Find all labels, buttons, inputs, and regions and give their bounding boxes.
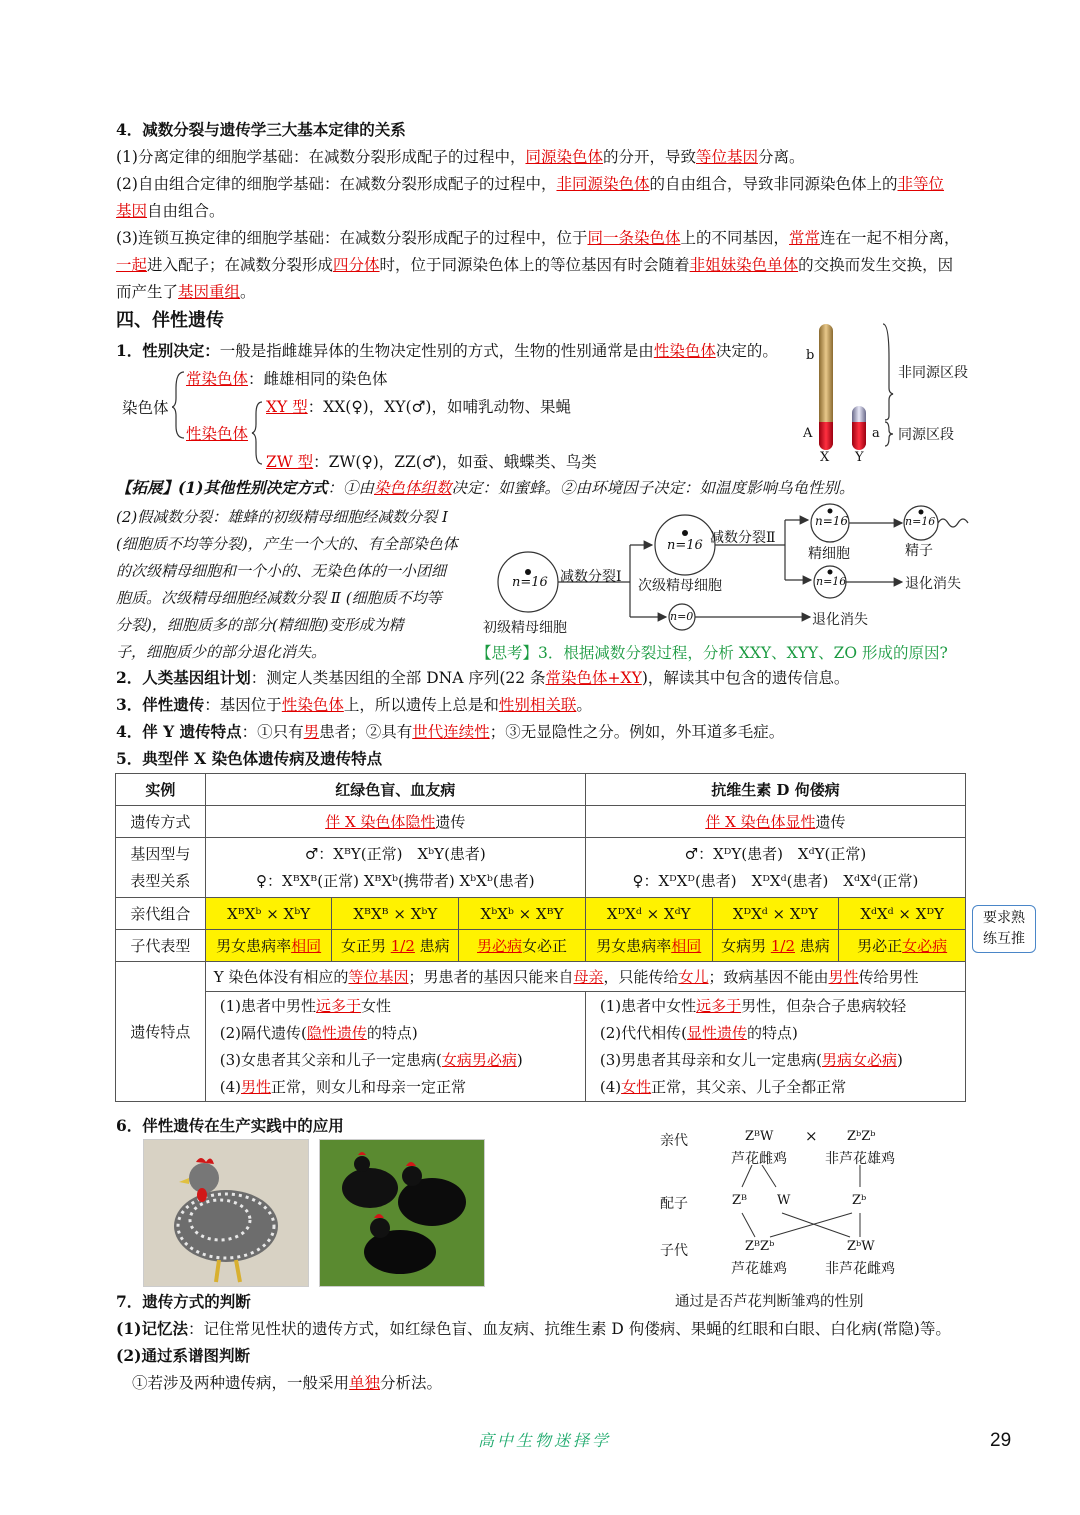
table-cell: 男必正女必病 bbox=[839, 930, 966, 962]
text-line: 一起进入配子；在减数分裂形成四分体时，位于同源染色体上的等位基因有时会随着非姐妹染色单体的交换而发生交换，因 bbox=[116, 256, 954, 274]
table-cell: 男女患病率相同 bbox=[585, 930, 712, 962]
degenerate-label-1: 退化消失 bbox=[905, 576, 961, 592]
sperm-n-label: n=16 bbox=[905, 515, 936, 528]
table-cell: XᵇXᵇ × XᴮY bbox=[459, 898, 586, 930]
barred-chicken-photo bbox=[143, 1139, 309, 1287]
xy-type-row: XY 型：XX(♀)，XY(♂)，如哺乳动物、果蝇 bbox=[266, 398, 571, 416]
primary-label: 初级精母细胞 bbox=[483, 620, 567, 636]
text-line: (1)记忆法：记住常见性状的遗传方式，如红绿色盲、血友病、抗维生素 D 佝偻病、果蝇的红眼和白眼、白化病(常隐)等。 bbox=[116, 1319, 951, 1338]
parent-female-genotype: ZᴮW bbox=[745, 1129, 774, 1144]
degenerate-label-2: 退化消失 bbox=[812, 612, 868, 628]
text-line: (1)分离定律的细胞学基础：在减数分裂形成配子的过程中，同源染色体的分开，导致等位基因分离。 bbox=[116, 148, 805, 166]
table-header: 抗维生素 D 佝偻病 bbox=[585, 774, 965, 806]
practice-note: 要求熟 练互推 bbox=[972, 905, 1036, 953]
table-cell: Y 染色体没有相应的等位基因；男患者的基因只能来自母亲，只能传给女儿；致病基因不能由男性传给男性 bbox=[205, 962, 965, 992]
black-chickens-image bbox=[320, 1140, 484, 1286]
text-line: ①若涉及两种遗传病，一般采用单独分析法。 bbox=[132, 1374, 443, 1392]
table-cell: XᴮXᵇ × XᵇY bbox=[205, 898, 332, 930]
barred-chicken-image bbox=[144, 1140, 308, 1286]
black-chickens-photo bbox=[319, 1139, 485, 1287]
table-header: 实例 bbox=[116, 774, 206, 806]
y-label: Y bbox=[855, 450, 864, 465]
think-prompt: 【思考】3．根据减数分裂过程，分析 XXY、XYY、ZO 形成的原因? bbox=[476, 644, 948, 662]
pseudo-meiosis-text: (2)假减数分裂：雄蜂的初级精母细胞经减数分裂 Ⅰ (细胞质不均等分裂)，产生一个大的、有全部染色体 的次级精母细胞和一个小的、无染色体的一小团细 胞质。次级精母细胞经减数分裂 Ⅱ (细胞质不均等 分裂)，细胞质多的部分(精细胞)变形成为精 子，细胞质少的部分退化消失。 bbox=[116, 508, 458, 661]
offspring-female-phenotype: 非芦花雌鸡 bbox=[825, 1261, 895, 1277]
text-line: 4．伴 Y 遗传特点：①只有男患者；②具有世代连续性；③无显隐性之分。例如，外耳道多毛症。 bbox=[116, 722, 785, 741]
table-cell: XᴰXᵈ × XᴰY bbox=[712, 898, 839, 930]
b-gene-label: b bbox=[806, 348, 815, 363]
table-cell: (1)患者中男性远多于女性 (2)隔代遗传(隐性遗传的特点) (3)女患者其父亲和儿子一定患病(女病男必病) (4)男性正常，则女儿和母亲一定正常 bbox=[205, 992, 585, 1102]
parents-label: 亲代 bbox=[660, 1133, 688, 1149]
table-cell: 女病男 1/2 患病 bbox=[712, 930, 839, 962]
secondary-n-label: n=16 bbox=[667, 538, 703, 553]
table-cell: (1)患者中女性远多于男性，但杂合子患病较轻 (2)代代相传(显性遗传的特点) (3)男患者其母亲和女儿一定患病(男病女必病) (4)女性正常，其父亲、儿子全都正常 bbox=[585, 992, 965, 1102]
spermatid-n-label: n=16 bbox=[815, 514, 849, 528]
section-4-title: 4．减数分裂与遗传学三大基本定律的关系 bbox=[116, 120, 406, 139]
row-label: 亲代组合 bbox=[116, 898, 206, 930]
table-cell: XᴰXᵈ × XᵈY bbox=[585, 898, 712, 930]
non-homologous-label: 非同源区段 bbox=[898, 365, 968, 381]
xy-chromosome-diagram bbox=[795, 318, 985, 468]
table-cell: XᴮXᴮ × XᵇY bbox=[332, 898, 459, 930]
table-cell: 男女患病率相同 bbox=[205, 930, 332, 962]
row-label: 遗传方式 bbox=[116, 806, 206, 838]
text-line: (2)通过系谱图判断 bbox=[116, 1346, 250, 1365]
text-line: (2)自由组合定律的细胞学基础：在减数分裂形成配子的过程中，非同源染色体的自由组合，导致非同源染色体上的非等位 bbox=[116, 175, 945, 193]
table-cell: ♂：XᴰY(患者) XᵈY(正常) ♀：XᴰXᴰ(患者) XᴰXᵈ(患者) XᵈXᵈ(正常) bbox=[585, 838, 965, 898]
section-7-title: 7．遗传方式的判断 bbox=[116, 1292, 251, 1311]
sex-chromosome-label: 性染色体 bbox=[186, 425, 249, 443]
cross-lines bbox=[720, 1165, 920, 1245]
homologous-label: 同源区段 bbox=[898, 427, 954, 443]
gamete-zb-male: Zᵇ bbox=[852, 1193, 867, 1208]
text-line: 3．伴性遗传：基因位于性染色体上，所以遗传上总是和性别相关联。 bbox=[116, 695, 592, 714]
table-cell: 女正男 1/2 患病 bbox=[332, 930, 459, 962]
section-5-title: 5．典型伴 X 染色体遗传病及遗传特点 bbox=[116, 749, 383, 768]
text-line: 而产生了基因重组。 bbox=[116, 283, 256, 301]
gamete-zb: Zᴮ bbox=[732, 1193, 748, 1208]
table-cell: 伴 X 染色体显性遗传 bbox=[585, 806, 965, 838]
meiosis1-label: 减数分裂Ⅰ bbox=[560, 569, 622, 585]
sperm-label: 精子 bbox=[905, 543, 933, 559]
x-label: X bbox=[820, 450, 830, 465]
cross-caption: 通过是否芦花判断雏鸡的性别 bbox=[675, 1294, 864, 1310]
A-gene-label: A bbox=[803, 426, 813, 441]
text-line: 2．人类基因组计划：测定人类基因组的全部 DNA 序列(22 条常染色体+XY)，解读其中包含的遗传信息。 bbox=[116, 668, 850, 687]
cytoplasm-n-label: n=0 bbox=[670, 610, 694, 623]
cross-symbol: × bbox=[805, 1127, 818, 1145]
parent-female-phenotype: 芦花雌鸡 bbox=[731, 1151, 787, 1167]
row-label: 子代表型 bbox=[116, 930, 206, 962]
autosome-row: 常染色体：雌雄相同的染色体 bbox=[186, 370, 388, 388]
row-label: 基因型与 表型关系 bbox=[116, 838, 206, 898]
page-number: 29 bbox=[990, 1430, 1012, 1451]
x-linked-disease-table bbox=[115, 773, 966, 1102]
text-line: 1．性别决定：一般是指雌雄异体的生物决定性别的方式，生物的性别通常是由性染色体决定的。 bbox=[116, 341, 778, 360]
table-cell: XᵈXᵈ × XᴰY bbox=[839, 898, 966, 930]
meiosis2-label: 减数分裂Ⅱ bbox=[710, 530, 776, 546]
gamete-w: W bbox=[777, 1193, 791, 1208]
table-header: 红绿色盲、血友病 bbox=[205, 774, 585, 806]
a-gene-label: a bbox=[872, 426, 880, 441]
footer-brand: 高中生物迷择学 bbox=[478, 1431, 612, 1450]
zw-type-row: ZW 型：ZW(♀)，ZZ(♂)，如蚕、蛾蝶类、鸟类 bbox=[266, 453, 597, 471]
primary-n-label: n=16 bbox=[512, 575, 548, 590]
offspring-male-genotype: ZᴮZᵇ bbox=[745, 1239, 775, 1254]
parent-male-phenotype: 非芦花雄鸡 bbox=[825, 1151, 895, 1167]
text-line: 基因自由组合。 bbox=[116, 202, 225, 220]
section-6-title: 6．伴性遗传在生产实践中的应用 bbox=[116, 1116, 344, 1135]
table-cell: ♂：XᴮY(正常) XᵇY(患者) ♀：XᴮXᴮ(正常) XᴮXᵇ(携带者) XᵇXᵇ(患者) bbox=[205, 838, 585, 898]
row-label: 遗传特点 bbox=[116, 962, 206, 1102]
offspring-female-genotype: ZᵇW bbox=[847, 1239, 875, 1254]
spermatid-label: 精细胞 bbox=[808, 546, 850, 562]
secondary-label: 次级精母细胞 bbox=[638, 578, 722, 594]
gametes-label: 配子 bbox=[660, 1196, 688, 1212]
parent-male-genotype: ZᵇZᵇ bbox=[847, 1129, 876, 1144]
extension-line: 【拓展】(1)其他性别决定方式：①由染色体组数决定：如蜜蜂。②由环境因子决定：如温度影响乌龟性别。 bbox=[116, 478, 855, 497]
offspring-male-phenotype: 芦花雄鸡 bbox=[731, 1261, 787, 1277]
table-cell: 伴 X 染色体隐性遗传 bbox=[205, 806, 585, 838]
degen-n-label: n=16 bbox=[816, 575, 847, 588]
text-line: (3)连锁互换定律的细胞学基础：在减数分裂形成配子的过程中，位于同一条染色体上的不同基因，常常连在一起不相分离， bbox=[116, 229, 960, 247]
table-cell: 男必病女必正 bbox=[459, 930, 586, 962]
chromosome-label: 染色体 bbox=[122, 399, 169, 417]
offspring-label: 子代 bbox=[660, 1243, 688, 1259]
part-4-title: 四、伴性遗传 bbox=[116, 310, 224, 331]
